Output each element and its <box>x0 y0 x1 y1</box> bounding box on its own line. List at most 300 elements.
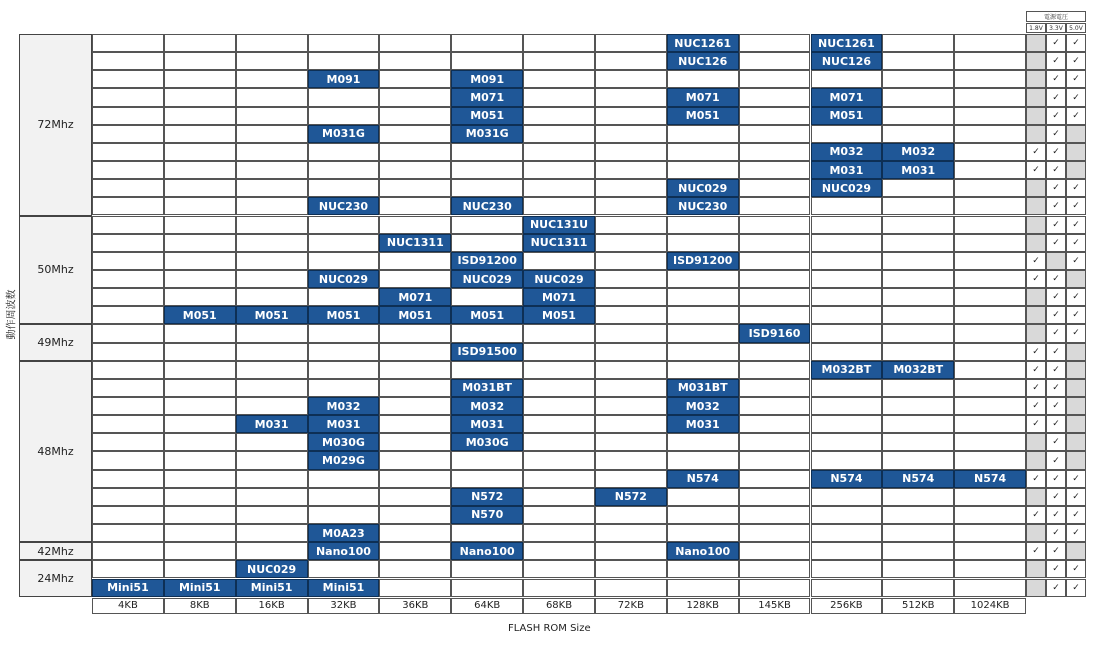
empty-cell <box>954 52 1026 70</box>
empty-cell <box>811 451 883 469</box>
empty-cell <box>451 143 523 161</box>
empty-cell <box>811 560 883 578</box>
chip-cell: N572 <box>595 488 667 506</box>
empty-cell <box>236 270 308 288</box>
voltage-support-cell <box>1026 52 1046 70</box>
chip-cell: NUC1311 <box>523 234 595 252</box>
empty-cell <box>739 288 811 306</box>
empty-cell <box>667 343 739 361</box>
empty-cell <box>595 197 667 215</box>
empty-cell <box>379 415 451 433</box>
voltage-support-cell: ✓ <box>1026 161 1046 179</box>
chip-cell: NUC029 <box>811 179 883 197</box>
voltage-support-cell: ✓ <box>1046 415 1066 433</box>
x-tick-label: 512KB <box>882 598 954 614</box>
empty-cell <box>954 579 1026 597</box>
empty-cell <box>739 415 811 433</box>
chip-cell: M0A23 <box>308 524 380 542</box>
empty-cell <box>308 107 380 125</box>
empty-cell <box>739 397 811 415</box>
empty-cell <box>164 88 236 106</box>
empty-cell <box>954 34 1026 52</box>
empty-cell <box>236 542 308 560</box>
voltage-support-cell: ✓ <box>1026 506 1046 524</box>
chip-cell: M030G <box>451 433 523 451</box>
empty-cell <box>92 161 164 179</box>
empty-cell <box>954 506 1026 524</box>
empty-cell <box>164 542 236 560</box>
x-tick-label: 128KB <box>667 598 739 614</box>
empty-cell <box>739 107 811 125</box>
empty-cell <box>236 343 308 361</box>
chip-cell: M031G <box>308 125 380 143</box>
chip-cell: M031 <box>236 415 308 433</box>
voltage-support-cell: ✓ <box>1046 579 1066 597</box>
empty-cell <box>882 579 954 597</box>
empty-cell <box>882 107 954 125</box>
empty-cell <box>236 252 308 270</box>
chip-cell: N574 <box>882 470 954 488</box>
voltage-support-cell: ✓ <box>1046 451 1066 469</box>
chip-cell: M030G <box>308 433 380 451</box>
empty-cell <box>379 324 451 342</box>
empty-cell <box>882 488 954 506</box>
empty-cell <box>92 397 164 415</box>
empty-cell <box>954 88 1026 106</box>
empty-cell <box>523 542 595 560</box>
empty-cell <box>882 397 954 415</box>
chip-cell: N574 <box>954 470 1026 488</box>
empty-cell <box>667 234 739 252</box>
voltage-support-cell <box>1066 542 1086 560</box>
empty-cell <box>308 88 380 106</box>
empty-cell <box>739 579 811 597</box>
empty-cell <box>882 306 954 324</box>
voltage-support-cell <box>1066 161 1086 179</box>
empty-cell <box>954 161 1026 179</box>
empty-cell <box>523 524 595 542</box>
empty-cell <box>595 542 667 560</box>
voltage-support-cell <box>1046 252 1066 270</box>
empty-cell <box>164 288 236 306</box>
empty-cell <box>739 379 811 397</box>
voltage-support-cell <box>1026 524 1046 542</box>
empty-cell <box>739 270 811 288</box>
empty-cell <box>164 397 236 415</box>
empty-cell <box>164 343 236 361</box>
chip-cell: N574 <box>811 470 883 488</box>
voltage-support-cell: ✓ <box>1046 270 1066 288</box>
empty-cell <box>811 379 883 397</box>
empty-cell <box>739 34 811 52</box>
empty-cell <box>92 34 164 52</box>
voltage-support-cell: ✓ <box>1046 197 1066 215</box>
voltage-support-cell: ✓ <box>1066 324 1086 342</box>
empty-cell <box>379 197 451 215</box>
empty-cell <box>92 324 164 342</box>
empty-cell <box>595 415 667 433</box>
empty-cell <box>667 324 739 342</box>
empty-cell <box>92 234 164 252</box>
empty-cell <box>811 306 883 324</box>
chip-cell: M031BT <box>667 379 739 397</box>
empty-cell <box>236 179 308 197</box>
empty-cell <box>236 524 308 542</box>
chip-cell: M031 <box>882 161 954 179</box>
empty-cell <box>308 343 380 361</box>
voltage-support-cell: ✓ <box>1046 470 1066 488</box>
chip-cell: M031 <box>308 415 380 433</box>
empty-cell <box>164 270 236 288</box>
chip-cell: M032BT <box>882 361 954 379</box>
empty-cell <box>739 343 811 361</box>
empty-cell <box>882 70 954 88</box>
chip-cell: M071 <box>667 88 739 106</box>
x-tick-label: 72KB <box>595 598 667 614</box>
empty-cell <box>451 179 523 197</box>
empty-cell <box>523 161 595 179</box>
empty-cell <box>379 34 451 52</box>
voltage-header: 電源電圧 <box>1026 11 1086 22</box>
empty-cell <box>595 252 667 270</box>
empty-cell <box>451 470 523 488</box>
empty-cell <box>379 216 451 234</box>
empty-cell <box>954 488 1026 506</box>
empty-cell <box>164 107 236 125</box>
empty-cell <box>882 379 954 397</box>
empty-cell <box>811 216 883 234</box>
chip-cell: M031 <box>811 161 883 179</box>
voltage-support-cell <box>1066 397 1086 415</box>
voltage-support-cell <box>1026 70 1046 88</box>
empty-cell <box>811 324 883 342</box>
empty-cell <box>954 125 1026 143</box>
voltage-support-cell: ✓ <box>1046 488 1066 506</box>
chip-cell: NUC230 <box>308 197 380 215</box>
empty-cell <box>451 161 523 179</box>
empty-cell <box>954 70 1026 88</box>
empty-cell <box>882 433 954 451</box>
empty-cell <box>954 288 1026 306</box>
chip-cell: NUC1261 <box>667 34 739 52</box>
empty-cell <box>164 451 236 469</box>
empty-cell <box>667 270 739 288</box>
empty-cell <box>595 34 667 52</box>
empty-cell <box>308 234 380 252</box>
voltage-support-cell: ✓ <box>1066 288 1086 306</box>
voltage-support-cell <box>1026 197 1046 215</box>
empty-cell <box>164 415 236 433</box>
empty-cell <box>236 451 308 469</box>
voltage-support-cell <box>1066 143 1086 161</box>
empty-cell <box>811 506 883 524</box>
empty-cell <box>739 506 811 524</box>
voltage-support-cell: ✓ <box>1046 107 1066 125</box>
empty-cell <box>92 451 164 469</box>
empty-cell <box>236 433 308 451</box>
empty-cell <box>236 107 308 125</box>
chip-cell: Mini51 <box>164 579 236 597</box>
empty-cell <box>595 179 667 197</box>
empty-cell <box>523 488 595 506</box>
empty-cell <box>92 216 164 234</box>
voltage-support-cell <box>1066 361 1086 379</box>
empty-cell <box>667 216 739 234</box>
chip-cell: M032BT <box>811 361 883 379</box>
empty-cell <box>379 470 451 488</box>
empty-cell <box>739 143 811 161</box>
empty-cell <box>882 88 954 106</box>
voltage-support-cell <box>1066 270 1086 288</box>
empty-cell <box>523 143 595 161</box>
chip-cell: ISD91200 <box>667 252 739 270</box>
chip-cell: N572 <box>451 488 523 506</box>
empty-cell <box>595 52 667 70</box>
empty-cell <box>595 379 667 397</box>
empty-cell <box>164 470 236 488</box>
empty-cell <box>954 107 1026 125</box>
voltage-support-cell: ✓ <box>1066 579 1086 597</box>
voltage-support-cell <box>1066 379 1086 397</box>
empty-cell <box>595 107 667 125</box>
empty-cell <box>236 379 308 397</box>
empty-cell <box>882 270 954 288</box>
empty-cell <box>379 379 451 397</box>
voltage-support-cell: ✓ <box>1066 216 1086 234</box>
empty-cell <box>667 361 739 379</box>
empty-cell <box>595 70 667 88</box>
empty-cell <box>595 143 667 161</box>
empty-cell <box>308 361 380 379</box>
empty-cell <box>164 234 236 252</box>
empty-cell <box>379 270 451 288</box>
voltage-support-cell <box>1026 125 1046 143</box>
empty-cell <box>92 361 164 379</box>
empty-cell <box>523 252 595 270</box>
voltage-support-cell: ✓ <box>1066 488 1086 506</box>
empty-cell <box>811 397 883 415</box>
empty-cell <box>954 361 1026 379</box>
empty-cell <box>92 542 164 560</box>
frequency-label: 24Mhz <box>19 560 92 596</box>
x-tick-label: 68KB <box>523 598 595 614</box>
chip-cell: M071 <box>379 288 451 306</box>
voltage-column-label: 3.3V <box>1046 23 1066 33</box>
empty-cell <box>379 542 451 560</box>
empty-cell <box>811 288 883 306</box>
empty-cell <box>739 88 811 106</box>
empty-cell <box>595 433 667 451</box>
empty-cell <box>954 179 1026 197</box>
empty-cell <box>523 125 595 143</box>
empty-cell <box>954 415 1026 433</box>
empty-cell <box>236 488 308 506</box>
empty-cell <box>667 524 739 542</box>
chip-cell: M032 <box>451 397 523 415</box>
empty-cell <box>164 197 236 215</box>
empty-cell <box>667 506 739 524</box>
empty-cell <box>523 470 595 488</box>
voltage-support-cell <box>1026 451 1046 469</box>
empty-cell <box>451 324 523 342</box>
voltage-support-cell: ✓ <box>1046 70 1066 88</box>
voltage-support-cell: ✓ <box>1066 88 1086 106</box>
empty-cell <box>954 397 1026 415</box>
voltage-support-cell: ✓ <box>1046 125 1066 143</box>
empty-cell <box>308 161 380 179</box>
empty-cell <box>164 252 236 270</box>
empty-cell <box>92 143 164 161</box>
empty-cell <box>92 433 164 451</box>
empty-cell <box>92 179 164 197</box>
voltage-support-cell: ✓ <box>1046 234 1066 252</box>
voltage-support-cell: ✓ <box>1026 379 1046 397</box>
chip-cell: NUC126 <box>811 52 883 70</box>
voltage-support-cell <box>1066 125 1086 143</box>
empty-cell <box>92 288 164 306</box>
voltage-support-cell: ✓ <box>1066 70 1086 88</box>
empty-cell <box>739 542 811 560</box>
empty-cell <box>667 125 739 143</box>
empty-cell <box>308 324 380 342</box>
empty-cell <box>739 252 811 270</box>
voltage-support-cell: ✓ <box>1066 107 1086 125</box>
empty-cell <box>595 324 667 342</box>
empty-cell <box>92 343 164 361</box>
chip-cell: NUC230 <box>451 197 523 215</box>
voltage-support-cell <box>1066 433 1086 451</box>
voltage-support-cell: ✓ <box>1046 343 1066 361</box>
empty-cell <box>954 234 1026 252</box>
empty-cell <box>164 433 236 451</box>
chip-cell: M032 <box>811 143 883 161</box>
empty-cell <box>882 216 954 234</box>
empty-cell <box>811 433 883 451</box>
empty-cell <box>236 52 308 70</box>
empty-cell <box>236 234 308 252</box>
empty-cell <box>954 560 1026 578</box>
empty-cell <box>811 524 883 542</box>
empty-cell <box>379 433 451 451</box>
empty-cell <box>308 179 380 197</box>
empty-cell <box>739 216 811 234</box>
chip-cell: M031 <box>451 415 523 433</box>
empty-cell <box>523 107 595 125</box>
empty-cell <box>882 560 954 578</box>
empty-cell <box>451 524 523 542</box>
voltage-support-cell <box>1026 34 1046 52</box>
empty-cell <box>954 451 1026 469</box>
empty-cell <box>739 197 811 215</box>
voltage-support-cell: ✓ <box>1046 306 1066 324</box>
empty-cell <box>379 70 451 88</box>
empty-cell <box>308 216 380 234</box>
empty-cell <box>92 125 164 143</box>
chip-cell: Nano100 <box>451 542 523 560</box>
voltage-column-label: 5.0V <box>1066 23 1086 33</box>
empty-cell <box>92 488 164 506</box>
empty-cell <box>523 560 595 578</box>
chip-cell: M051 <box>667 107 739 125</box>
voltage-support-cell: ✓ <box>1046 179 1066 197</box>
empty-cell <box>92 524 164 542</box>
empty-cell <box>595 270 667 288</box>
x-tick-label: 4KB <box>92 598 164 614</box>
voltage-support-cell: ✓ <box>1046 161 1066 179</box>
voltage-support-cell <box>1026 488 1046 506</box>
voltage-support-cell: ✓ <box>1066 179 1086 197</box>
empty-cell <box>236 361 308 379</box>
empty-cell <box>595 470 667 488</box>
empty-cell <box>954 270 1026 288</box>
chip-cell: ISD9160 <box>739 324 811 342</box>
empty-cell <box>236 397 308 415</box>
empty-cell <box>954 542 1026 560</box>
empty-cell <box>667 488 739 506</box>
chip-cell: Mini51 <box>236 579 308 597</box>
empty-cell <box>379 252 451 270</box>
empty-cell <box>811 197 883 215</box>
chip-cell: M051 <box>451 107 523 125</box>
empty-cell <box>236 324 308 342</box>
empty-cell <box>811 125 883 143</box>
empty-cell <box>379 161 451 179</box>
empty-cell <box>308 52 380 70</box>
empty-cell <box>308 379 380 397</box>
x-axis-label: FLASH ROM Size <box>508 623 591 634</box>
empty-cell <box>595 125 667 143</box>
frequency-label: 72Mhz <box>19 34 92 216</box>
chip-cell: NUC029 <box>236 560 308 578</box>
empty-cell <box>595 288 667 306</box>
empty-cell <box>164 506 236 524</box>
empty-cell <box>523 397 595 415</box>
empty-cell <box>811 542 883 560</box>
chip-cell: Nano100 <box>667 542 739 560</box>
empty-cell <box>595 451 667 469</box>
voltage-support-cell: ✓ <box>1046 288 1066 306</box>
empty-cell <box>811 252 883 270</box>
empty-cell <box>667 451 739 469</box>
empty-cell <box>811 234 883 252</box>
chip-cell: M071 <box>451 88 523 106</box>
empty-cell <box>595 343 667 361</box>
voltage-support-cell: ✓ <box>1066 34 1086 52</box>
empty-cell <box>739 70 811 88</box>
empty-cell <box>523 379 595 397</box>
empty-cell <box>236 470 308 488</box>
empty-cell <box>739 560 811 578</box>
chip-cell: Mini51 <box>92 579 164 597</box>
x-tick-label: 64KB <box>451 598 523 614</box>
empty-cell <box>92 107 164 125</box>
empty-cell <box>595 579 667 597</box>
empty-cell <box>667 161 739 179</box>
chip-cell: M032 <box>308 397 380 415</box>
empty-cell <box>882 415 954 433</box>
frequency-label: 42Mhz <box>19 542 92 560</box>
voltage-support-cell: ✓ <box>1026 415 1046 433</box>
voltage-support-cell <box>1026 107 1046 125</box>
voltage-support-cell: ✓ <box>1046 52 1066 70</box>
empty-cell <box>882 125 954 143</box>
empty-cell <box>882 197 954 215</box>
empty-cell <box>954 143 1026 161</box>
chip-cell: M051 <box>451 306 523 324</box>
voltage-support-cell: ✓ <box>1046 506 1066 524</box>
empty-cell <box>954 324 1026 342</box>
empty-cell <box>882 324 954 342</box>
